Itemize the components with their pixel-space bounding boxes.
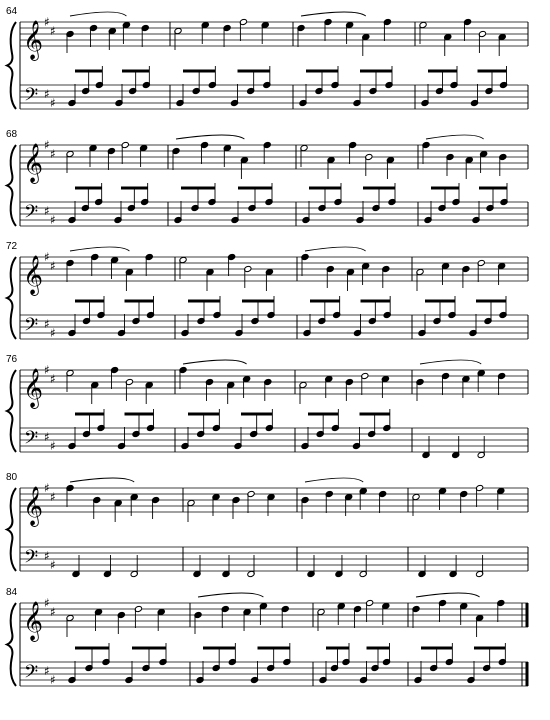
- measure-number: 64: [6, 6, 18, 17]
- bass-clef-icon: 𝄢: [24, 315, 39, 340]
- tie-slur: [420, 360, 481, 364]
- music-system: [6, 354, 528, 459]
- tie-slur: [176, 135, 244, 139]
- treble-clef-icon: 𝄞: [23, 368, 44, 408]
- treble-clef-icon: 𝄞: [23, 143, 44, 183]
- bass-clef-icon: 𝄢: [24, 662, 39, 687]
- measure-number: 80: [6, 472, 18, 483]
- sharp-icon: ♯: [50, 326, 56, 340]
- tie-slur: [183, 360, 247, 364]
- sharp-icon: ♯: [44, 596, 50, 610]
- treble-clef-icon: 𝄞: [23, 486, 44, 526]
- bass-clef-icon: 𝄢: [24, 85, 39, 110]
- sharp-icon: ♯: [44, 87, 50, 101]
- tie-slur: [70, 478, 134, 482]
- tie-slur: [70, 12, 126, 16]
- sharp-icon: ♯: [44, 250, 50, 264]
- tie-slur: [416, 593, 480, 597]
- bass-clef-icon: 𝄢: [24, 547, 39, 572]
- sharp-icon: ♯: [44, 204, 50, 218]
- tie-slur: [198, 593, 263, 597]
- sharp-icon: ♯: [50, 259, 56, 273]
- treble-clef-icon: 𝄞: [23, 601, 44, 641]
- treble-clef-icon: 𝄞: [23, 255, 44, 295]
- bass-clef-icon: 𝄢: [24, 428, 39, 453]
- sharp-icon: ♯: [50, 558, 56, 572]
- measure-number: 72: [6, 241, 18, 252]
- grand-staff-brace: [7, 488, 16, 571]
- sharp-icon: ♯: [50, 24, 56, 38]
- sharp-icon: ♯: [50, 490, 56, 504]
- bass-clef-icon: 𝄢: [24, 202, 39, 227]
- grand-staff-brace: [7, 22, 16, 109]
- tie-slur: [70, 247, 129, 251]
- sharp-icon: ♯: [44, 317, 50, 331]
- sharp-icon: ♯: [44, 481, 50, 495]
- grand-staff-brace: [7, 603, 16, 686]
- tie-slur: [305, 478, 363, 482]
- music-system: [6, 241, 528, 340]
- sharp-icon: ♯: [50, 439, 56, 453]
- sharp-icon: ♯: [50, 96, 56, 110]
- music-system: [6, 472, 528, 578]
- tie-slur: [301, 12, 366, 16]
- sharp-icon: ♯: [50, 372, 56, 386]
- sharp-icon: ♯: [50, 147, 56, 161]
- sharp-icon: ♯: [44, 363, 50, 377]
- sharp-icon: ♯: [44, 549, 50, 563]
- grand-staff-brace: [7, 370, 16, 452]
- sharp-icon: ♯: [44, 15, 50, 29]
- sharp-icon: ♯: [44, 664, 50, 678]
- music-system: [6, 587, 528, 687]
- tie-slur: [305, 247, 366, 251]
- measure-number: 68: [6, 129, 18, 140]
- grand-staff-brace: [7, 257, 16, 339]
- sharp-icon: ♯: [44, 430, 50, 444]
- sharp-icon: ♯: [50, 605, 56, 619]
- measure-number: 76: [6, 354, 18, 365]
- sharp-icon: ♯: [50, 213, 56, 227]
- treble-clef-icon: 𝄞: [23, 20, 44, 60]
- grand-staff-brace: [7, 145, 16, 226]
- measure-number: 84: [6, 587, 18, 598]
- sharp-icon: ♯: [50, 673, 56, 687]
- music-system: [6, 129, 528, 227]
- music-system: [6, 6, 528, 110]
- tie-slur: [426, 135, 484, 139]
- sharp-icon: ♯: [44, 138, 50, 152]
